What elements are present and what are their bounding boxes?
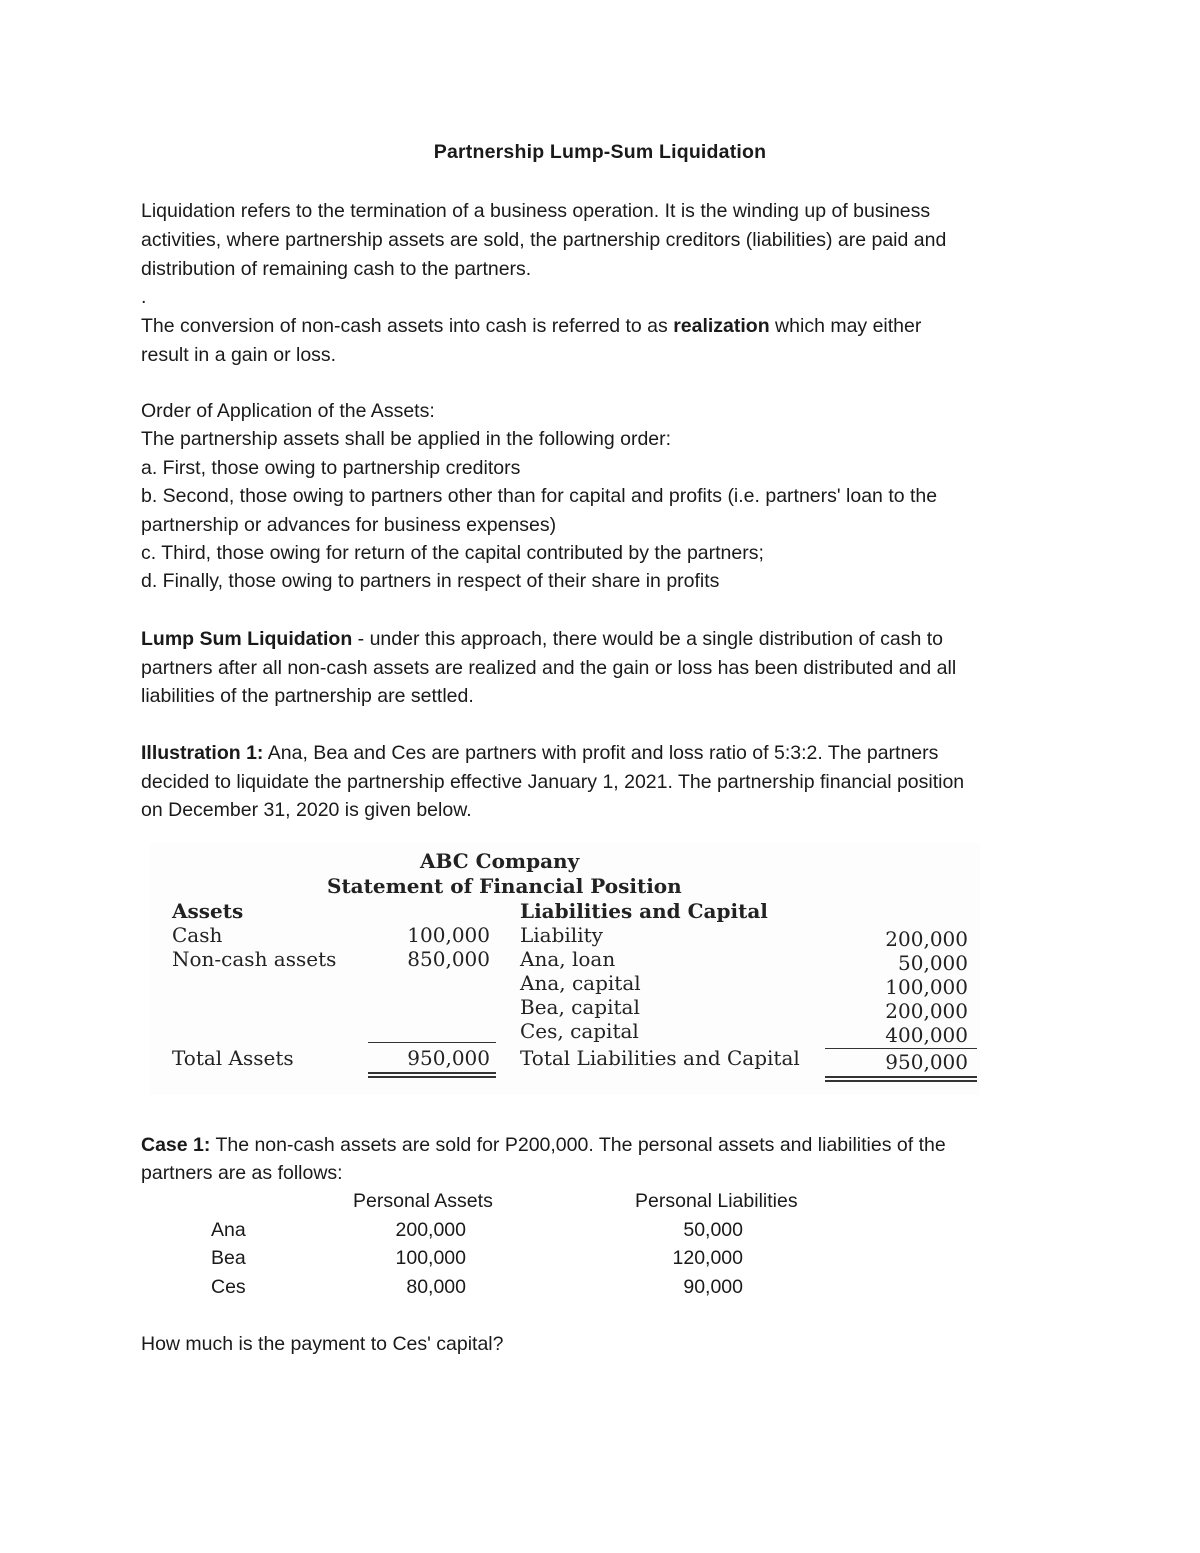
illustration-line-3: on December 31, 2020 is given below.	[141, 799, 472, 821]
case-line-2: partners are as follows:	[141, 1162, 343, 1184]
liability-label: Ana, capital	[520, 971, 641, 995]
lump-sum-term: Lump Sum Liquidation	[141, 628, 353, 650]
case-text: The non-cash assets are sold for P200,000. The personal assets and liabilities of the	[210, 1134, 946, 1156]
assets-header: Assets	[172, 899, 244, 923]
partner-personal-liabilities: 50,000	[683, 1219, 743, 1241]
stray-dot: .	[141, 286, 147, 308]
partner-name: Ces	[211, 1276, 246, 1298]
lump-sum-line-2: partners after all non-cash assets are realized and the gain or loss has been distributed and all	[141, 657, 957, 679]
total-liabilities-amount: 950,000	[885, 1050, 968, 1074]
assets-total-rule	[368, 1042, 496, 1043]
liability-amount: 100,000	[885, 975, 968, 999]
order-item-a: a. First, those owing to partnership creditors	[141, 457, 521, 479]
intro-line-3: distribution of remaining cash to the partners.	[141, 258, 532, 280]
intro-line-2: activities, where partnership assets are sold, the partnership creditors (liabilities) are paid and	[141, 229, 947, 251]
illustration-line-2: decided to liquidate the partnership effective January 1, 2021. The partnership financial position	[141, 771, 965, 793]
lump-sum-line-1	[141, 625, 1061, 654]
header-personal-assets: Personal Assets	[353, 1190, 493, 1212]
realization-text-before: The conversion of non-cash assets into cash is referred to as	[141, 315, 674, 337]
order-heading: Order of Application of the Assets:	[141, 400, 435, 422]
asset-amount: 100,000	[407, 923, 490, 947]
realization-text-after: which may either	[769, 315, 922, 337]
partner-personal-assets: 80,000	[406, 1276, 466, 1298]
realization-line-2: result in a gain or loss.	[141, 344, 337, 366]
liability-label: Bea, capital	[520, 995, 640, 1019]
case-line-1	[141, 1131, 1061, 1160]
statement-title: Statement of Financial Position	[327, 874, 682, 898]
partner-personal-assets: 100,000	[395, 1247, 466, 1269]
partner-personal-assets: 200,000	[395, 1219, 466, 1241]
assets-double-rule-bottom	[368, 1076, 496, 1078]
liability-label: Ana, loan	[520, 947, 616, 971]
illustration-text: Ana, Bea and Ces are partners with profit and loss ratio of 5:3:2. The partners	[263, 742, 939, 764]
liabilities-total-rule	[825, 1048, 977, 1049]
liability-amount: 200,000	[885, 999, 968, 1023]
asset-label: Cash	[172, 923, 223, 947]
liabilities-header: Liabilities and Capital	[520, 899, 768, 923]
illustration-label: Illustration 1:	[141, 742, 264, 764]
liability-label: Ces, capital	[520, 1019, 639, 1043]
intro-line-1: Liquidation refers to the termination of a business operation. It is the winding up of business	[141, 200, 931, 222]
total-liabilities-label: Total Liabilities and Capital	[520, 1046, 800, 1070]
statement-company: ABC Company	[420, 849, 580, 873]
asset-amount: 850,000	[407, 947, 490, 971]
liability-label: Liability	[520, 923, 603, 947]
liability-amount: 50,000	[898, 951, 968, 975]
assets-double-rule-top	[368, 1072, 496, 1074]
lump-sum-text: - under this approach, there would be a single distribution of cash to	[352, 628, 944, 650]
document-title: Partnership Lump-Sum Liquidation	[433, 141, 767, 163]
partner-personal-liabilities: 90,000	[683, 1276, 743, 1298]
order-item-d: d. Finally, those owing to partners in respect of their share in profits	[141, 570, 720, 592]
lump-sum-line-3: liabilities of the partnership are settled.	[141, 685, 474, 707]
liabilities-double-rule-bottom	[825, 1080, 977, 1082]
realization-line-1	[141, 312, 1061, 341]
question: How much is the payment to Ces' capital?	[141, 1333, 504, 1355]
order-item-b-line-2: partnership or advances for business expenses)	[141, 514, 557, 536]
liabilities-double-rule-top	[825, 1076, 977, 1078]
total-assets-amount: 950,000	[407, 1046, 490, 1070]
asset-label: Non-cash assets	[172, 947, 337, 971]
partner-name: Bea	[211, 1247, 246, 1269]
total-assets-label: Total Assets	[172, 1046, 294, 1070]
order-item-c: c. Third, those owing for return of the capital contributed by the partners;	[141, 542, 764, 564]
realization-term: realization	[673, 315, 770, 337]
partner-name: Ana	[211, 1219, 246, 1241]
liability-amount: 400,000	[885, 1023, 968, 1047]
order-lead: The partnership assets shall be applied in the following order:	[141, 428, 672, 450]
case-label: Case 1:	[141, 1134, 211, 1156]
liability-amount: 200,000	[885, 927, 968, 951]
header-personal-liabilities: Personal Liabilities	[635, 1190, 798, 1212]
illustration-line-1	[141, 739, 1061, 768]
partner-personal-liabilities: 120,000	[672, 1247, 743, 1269]
financial-statement-scan	[150, 843, 980, 1095]
order-item-b-line-1: b. Second, those owing to partners other than for capital and profits (i.e. partners' loan to the	[141, 485, 938, 507]
